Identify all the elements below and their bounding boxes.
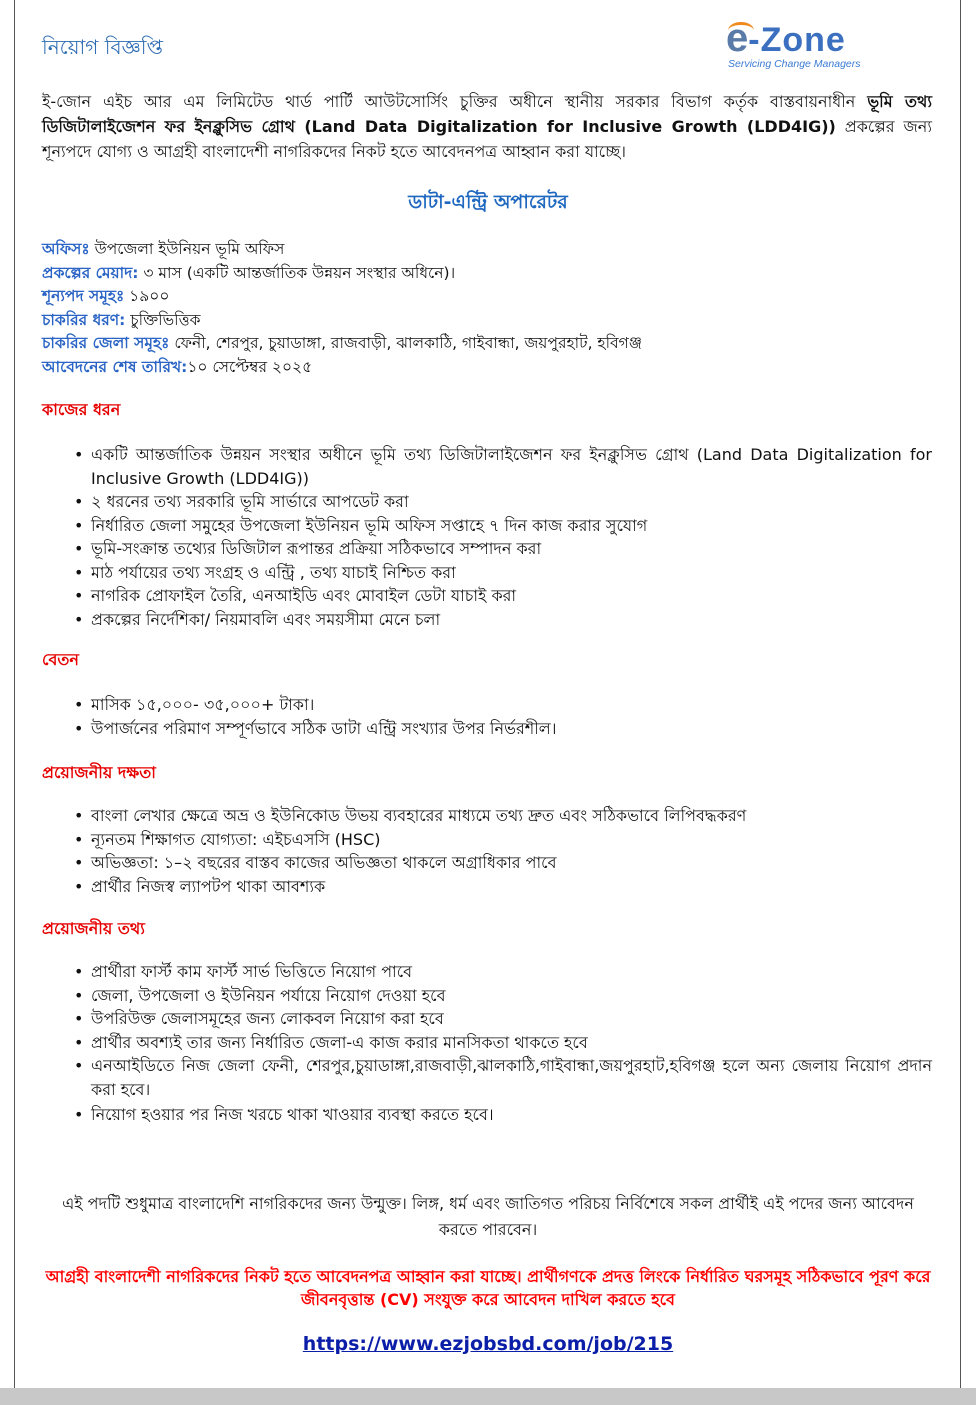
detail-deadline (42, 356, 932, 380)
page-title: নিয়োগ বিজ্ঞপ্তি (42, 35, 163, 59)
section-heading-job-nature: কাজের ধরন (42, 400, 121, 419)
detail-value: ৩ মাস (একটি আন্তর্জাতিক উন্নয়ন সংস্থার অধিনে)। (138, 263, 456, 282)
list-item: • নাগরিক প্রোফাইল তৈরি, এনআইডি এবং মোবাইল ডেটা যাচাই করা (74, 584, 932, 608)
detail-label: চাকরির ধরণ: (42, 310, 126, 329)
info-list (74, 960, 932, 1127)
detail-label: অফিসঃ (42, 240, 90, 258)
job-details (42, 238, 932, 380)
section-heading-salary: বেতন (42, 650, 79, 669)
detail-label: প্রকল্পের মেয়াদ: (42, 263, 139, 282)
page-bottom-bar (0, 1388, 976, 1405)
section-heading-info: প্রয়োজনীয় তথ্য (42, 919, 145, 938)
logo-letter-e: e (726, 16, 749, 60)
detail-label: চাকরির জেলা সমূহঃ (42, 334, 170, 353)
detail-duration (42, 262, 932, 286)
list-item: • ন্যূনতম শিক্ষাগত যোগ্যতা: এইচএসসি (HSC) (74, 828, 932, 852)
detail-job-type (42, 309, 932, 333)
job-nature-list (74, 443, 932, 631)
detail-office (42, 238, 932, 262)
list-item: • প্রার্থীর নিজস্ব ল্যাপটপ থাকা আবশ্যক (74, 875, 932, 899)
detail-label: আবেদনের শেষ তারিখ: (42, 357, 188, 376)
detail-districts (42, 332, 932, 356)
list-item: • একটি আন্তর্জাতিক উন্নয়ন সংস্থার অধীনে ভূমি তথ্য ডিজিটালাইজেশন ফর ইনক্লুসিভ গ্রোথ (Land Data Digitalization for Inclusive Growth (LDD4IG)) (74, 443, 932, 490)
list-item: • অভিজ্ঞতা: ১–২ বছরের বাস্তব কাজের অভিজ্ঞতা থাকলে অগ্রাধিকার পাবে (74, 851, 932, 875)
list-item: • মাঠ পর্যায়ের তথ্য সংগ্রহ ও এন্ট্রি , তথ্য যাচাই নিশ্চিত করা (74, 561, 932, 585)
eligibility-notice: এই পদটি শুধুমাত্র বাংলাদেশি নাগরিকদের জন্য উন্মুক্ত। লিঙ্গ, ধর্ম এবং জাতিগত পরিচয় নির্বিশেষে সকল প্রার্থীই এই পদের জন্য আবেদন করতে পারবেন। (62, 1194, 914, 1239)
list-item: • এনআইডিতে নিজ জেলা ফেনী, শেরপুর,চুয়াডাঙ্গা,রাজবাড়ী,ঝালকাঠি,গাইবান্ধা,জয়পুরহাট,হবিগঞ্জ হলে অন্য জেলায় নিয়োগ প্রদান করা হবে। (74, 1054, 932, 1101)
application-link[interactable]: https://www.ezjobsbd.com/job/215 (302, 1333, 674, 1355)
list-item: • প্রার্থীরা ফার্স্ট কাম ফার্স্ট সার্ভ ভিত্তিতে নিয়োগ পাবে (74, 960, 932, 984)
intro-text-after: প্রকল্পের জন্য শূন্যপদে যোগ্য ও আগ্রহী বাংলাদেশী নাগরিকদের নিকট হতে আবেদনপত্র আহ্বান করা যাচ্ছে। (42, 117, 932, 161)
list-item: • নির্ধারিত জেলা সমুহের উপজেলা ইউনিয়ন ভূমি অফিস সপ্তাহে ৭ দিন কাজ করার সুযোগ (74, 514, 932, 538)
list-item: • উপার্জনের পরিমাণ সম্পূর্ণভাবে সঠিক ডাটা এন্ট্রি সংখ্যার উপর নির্ভরশীল। (74, 717, 932, 741)
detail-vacancies (42, 285, 932, 309)
list-item: • জেলা, উপজেলা ও ইউনিয়ন পর্যায়ে নিয়োগ দেওয়া হবে (74, 984, 932, 1008)
application-link-container (0, 1331, 976, 1357)
list-item: • ২ ধরনের তথ্য সরকারি ভূমি সার্ভারে আপডেট করা (74, 490, 932, 514)
list-item: • প্রকল্পের নির্দেশিকা/ নিয়মাবলি এবং সময়সীমা মেনে চলা (74, 608, 932, 632)
list-item: • মাসিক ১৫,০০০- ৩৫,০০০+ টাকা। (74, 693, 932, 717)
company-logo (726, 18, 876, 76)
detail-label: শূন্যপদ সমূহঃ (42, 287, 125, 306)
intro-project-name: ভূমি তথ্য ডিজিটালাইজেশন ফর ইনক্লুসিভ গ্রোথ (Land Data Digitalization for Inclusive Growth (LDD4IG)) (42, 92, 932, 136)
logo-tagline: Servicing Change Managers (728, 58, 861, 70)
position-title: ডাটা-এন্ট্রি অপারেটর (408, 191, 568, 213)
detail-value: ফেনী, শেরপুর, চুয়াডাঙ্গা, রাজবাড়ী, ঝালকাঠি, গাইবান্ধা, জয়পুরহাট, হবিগঞ্জ (169, 334, 643, 353)
detail-value: উপজেলা ইউনিয়ন ভূমি অফিস (89, 240, 285, 258)
list-item: • উপরিউক্ত জেলাসমূহের জন্য লোকবল নিয়োগ করা হবে (74, 1007, 932, 1031)
detail-value: চুক্তিভিত্তিক (125, 310, 201, 329)
logo-letters-zone: -Zone (748, 21, 846, 59)
list-item: • নিয়োগ হওয়ার পর নিজ খরচে থাকা খাওয়ার ব্যবস্থা করতে হবে। (74, 1103, 932, 1127)
list-item: • প্রার্থীর অবশ্যই তার জন্য নির্ধারিত জেলা-এ কাজ করার মানসিকতা থাকতে হবে (74, 1031, 932, 1055)
intro-text-before: ই-জোন এইচ আর এম লিমিটেড থার্ড পার্টি আউটসোর্সিং চুক্তির অধীনে স্থানীয় সরকার বিভাগ কর্তৃক বাস্তবায়নাধীন (42, 92, 868, 111)
detail-value: ১০ সেপ্টেম্বর ২০২৫ (187, 357, 313, 376)
intro-paragraph (42, 89, 932, 164)
skills-list (74, 804, 932, 898)
list-item: • ভূমি-সংক্রান্ত তথ্যের ডিজিটাল রূপান্তর প্রক্রিয়া সঠিকভাবে সম্পাদন করা (74, 537, 932, 561)
salary-list (74, 693, 932, 740)
application-call-to-action: আগ্রহী বাংলাদেশী নাগরিকদের নিকট হতে আবেদনপত্র আহ্বান করা যাচ্ছে। প্রার্থীগণকে প্রদত্ত লিংকে নির্ধারিত ঘরসমূহ সঠিকভাবে পূরণ করে জীবনবৃত্তান্ত (CV) সংযুক্ত করে আবেদন দাখিল করতে হবে (45, 1267, 931, 1309)
detail-value: ১৯০০ (124, 287, 170, 306)
section-heading-skills: প্রয়োজনীয় দক্ষতা (42, 763, 156, 782)
list-item: • বাংলা লেখার ক্ষেত্রে অভ্র ও ইউনিকোড উভয় ব্যবহারের মাধ্যমে তথ্য দ্রুত এবং সঠিকভাবে লিপিবদ্ধকরণ (74, 804, 932, 828)
